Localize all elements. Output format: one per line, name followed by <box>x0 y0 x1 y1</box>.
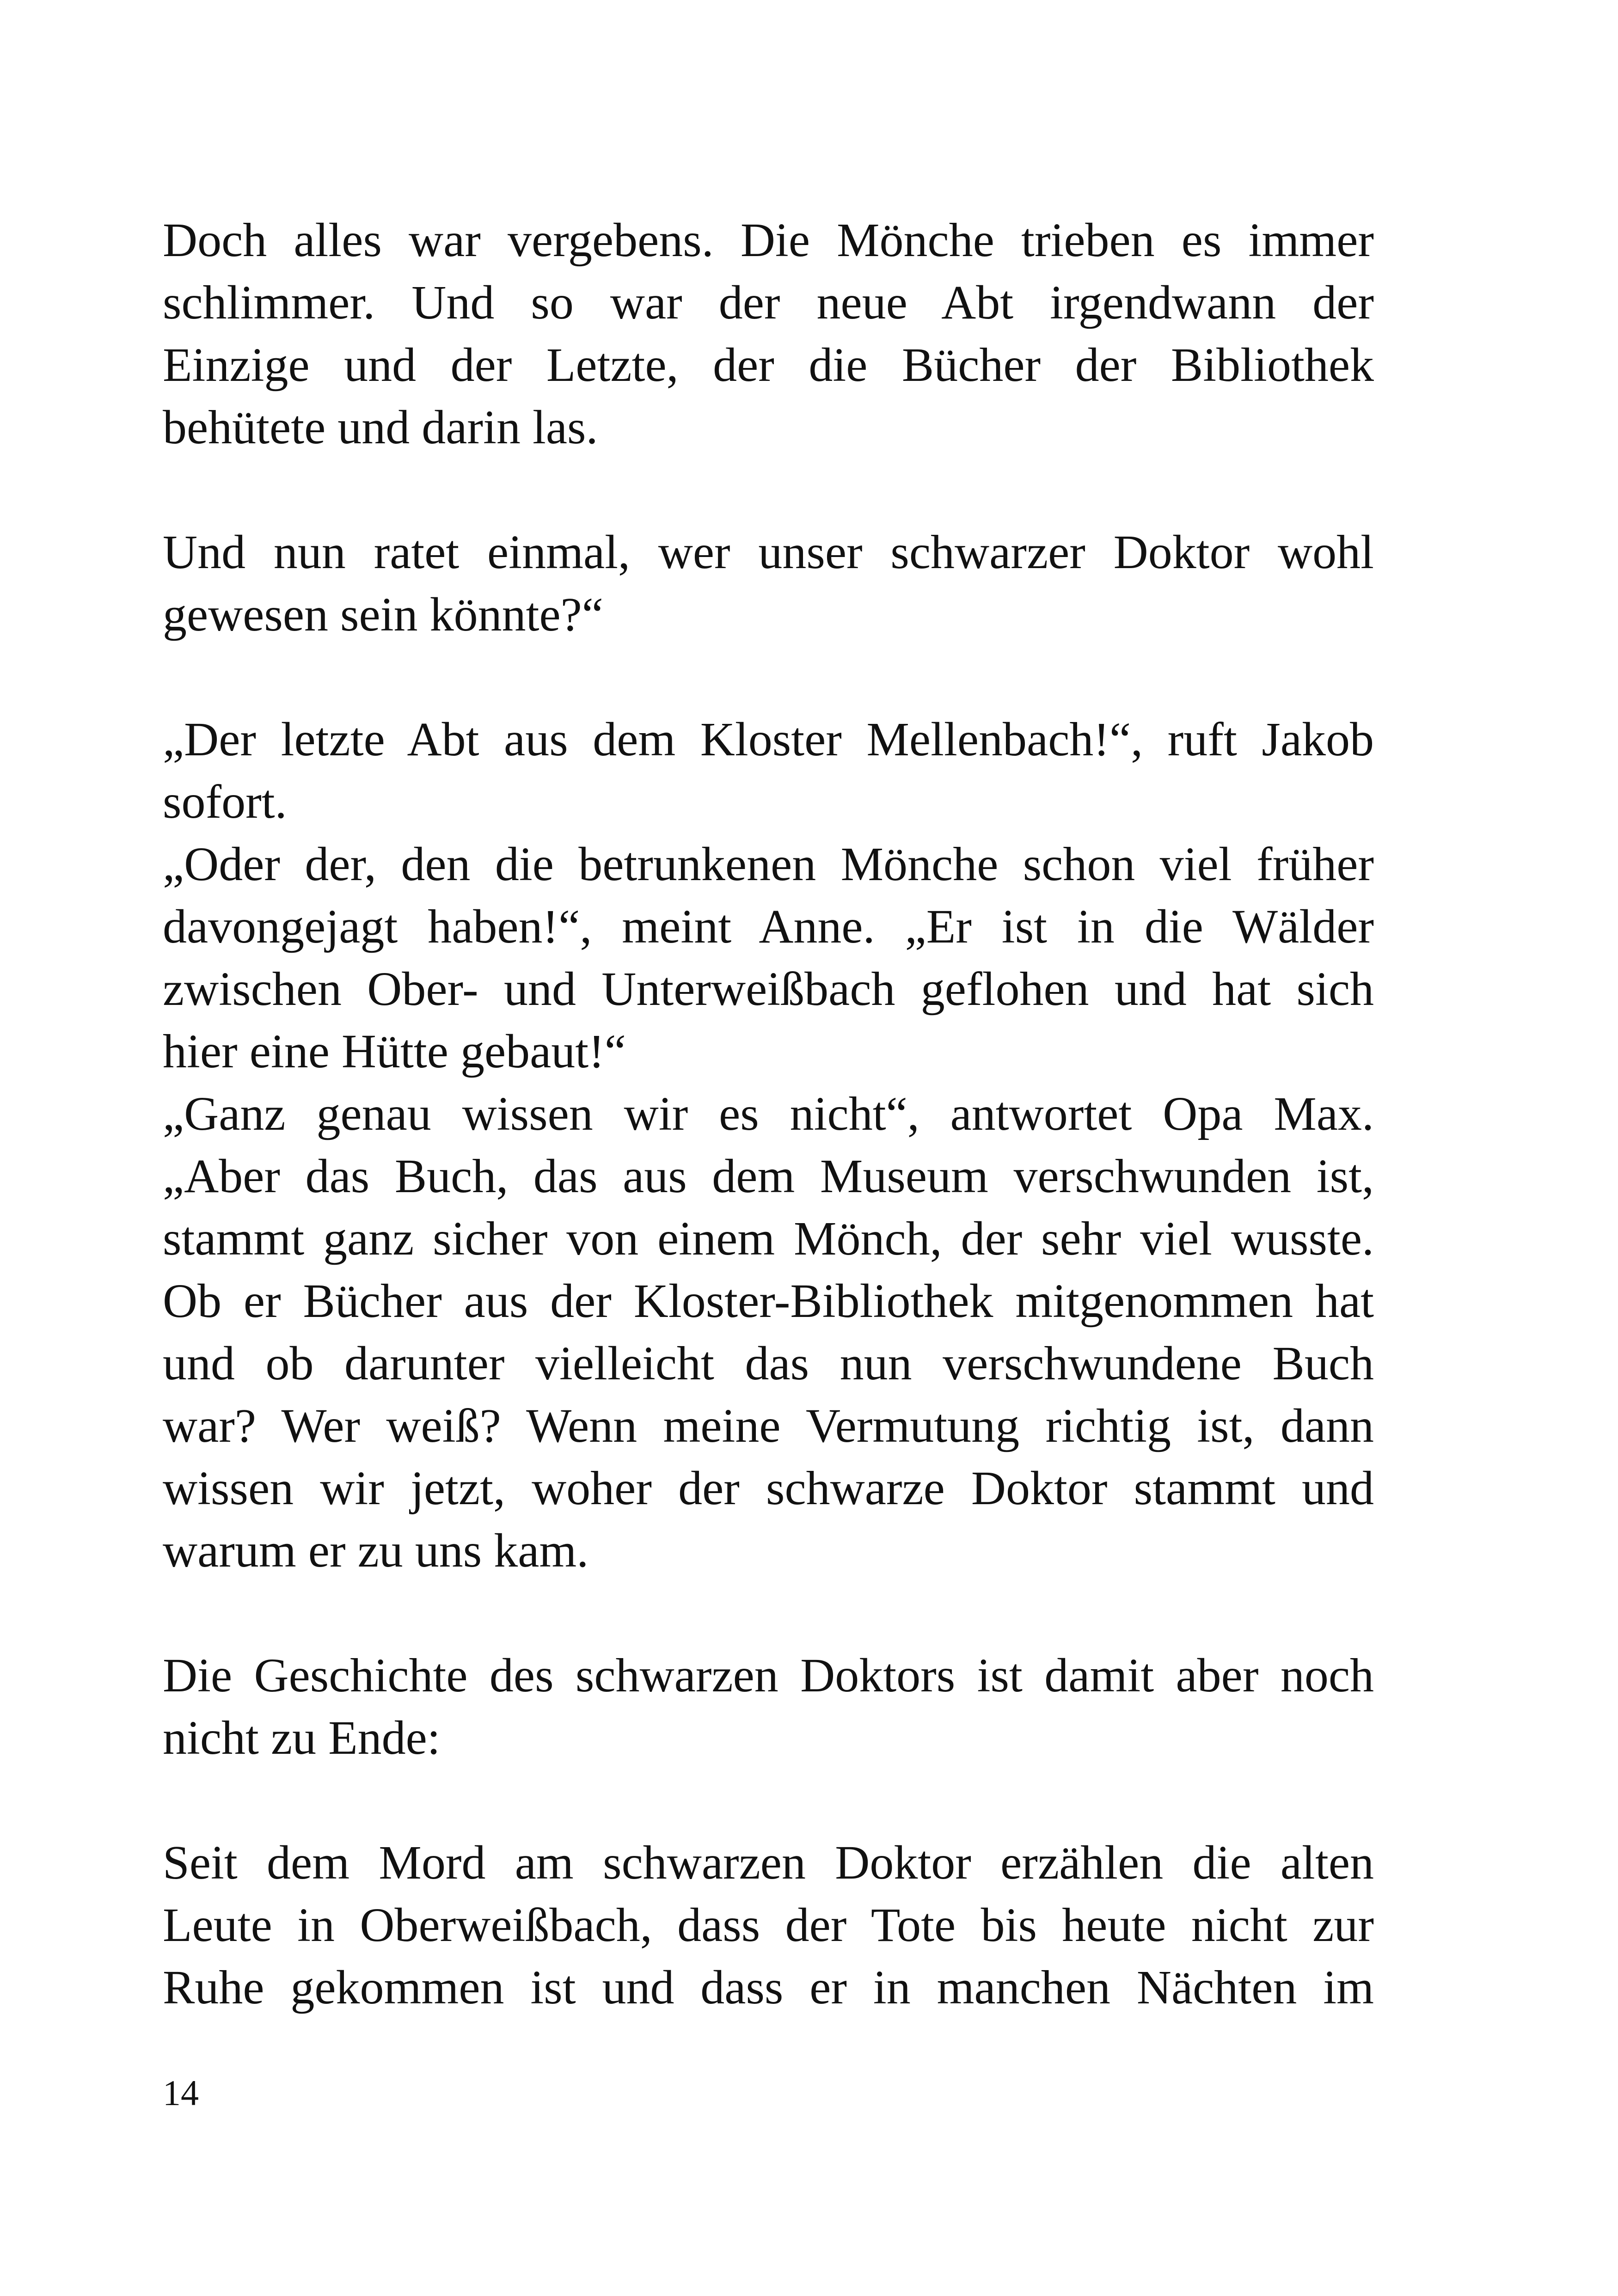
text-line: „Aber das Buch, das aus dem Museum verschwunden ist, <box>163 1150 1374 1203</box>
text-line: „Der letzte Abt aus dem Kloster Mellenbach!“, ruft Jakob <box>163 713 1374 766</box>
text-line: behütete und darin las. <box>163 401 598 454</box>
text-line: gewesen sein könnte?“ <box>163 588 603 641</box>
text-line: Ob er Bücher aus der Kloster-Bibliothek mitgenommen hat <box>163 1274 1374 1328</box>
text-line: und ob darunter vielleicht das nun verschwundene Buch <box>163 1337 1374 1390</box>
text-line: „Oder der, den die betrunkenen Mönche schon viel früher <box>163 838 1374 891</box>
text-line: schlimmer. Und so war der neue Abt irgendwann der <box>163 276 1374 329</box>
text-line: Leute in Oberweißbach, dass der Tote bis heute nicht zur <box>163 1898 1374 1952</box>
text-line: Die Geschichte des schwarzen Doktors ist damit aber noch <box>163 1649 1374 1702</box>
text-line: Und nun ratet einmal, wer unser schwarzer Doktor wohl <box>163 526 1374 579</box>
text-line: hier eine Hütte gebaut!“ <box>163 1025 626 1078</box>
page-number: 14 <box>163 2073 199 2113</box>
text-line: warum er zu uns kam. <box>163 1524 589 1577</box>
text-line: davongejagt haben!“, meint Anne. „Er ist in die Wälder <box>163 900 1374 953</box>
text-line: stammt ganz sicher von einem Mönch, der sehr viel wusste. <box>163 1212 1374 1265</box>
text-line: Seit dem Mord am schwarzen Doktor erzählen die alten <box>163 1836 1374 1889</box>
text-line: nicht zu Ende: <box>163 1711 441 1764</box>
text-line: wissen wir jetzt, woher der schwarze Doktor stammt und <box>163 1462 1374 1515</box>
text-line: sofort. <box>163 775 287 828</box>
text-line: Einzige und der Letzte, der die Bücher der Bibliothek <box>163 338 1374 392</box>
text-line: „Ganz genau wissen wir es nicht“, antwortet Opa Max. <box>163 1087 1374 1140</box>
text-line: war? Wer weiß? Wenn meine Vermutung richtig ist, dann <box>163 1399 1374 1452</box>
text-line: Ruhe gekommen ist und dass er in manchen Nächten im <box>163 1961 1374 2014</box>
text-line: zwischen Ober- und Unterweißbach geflohen und hat sich <box>163 962 1374 1016</box>
text-line: Doch alles war vergebens. Die Mönche trieben es immer <box>163 214 1374 267</box>
